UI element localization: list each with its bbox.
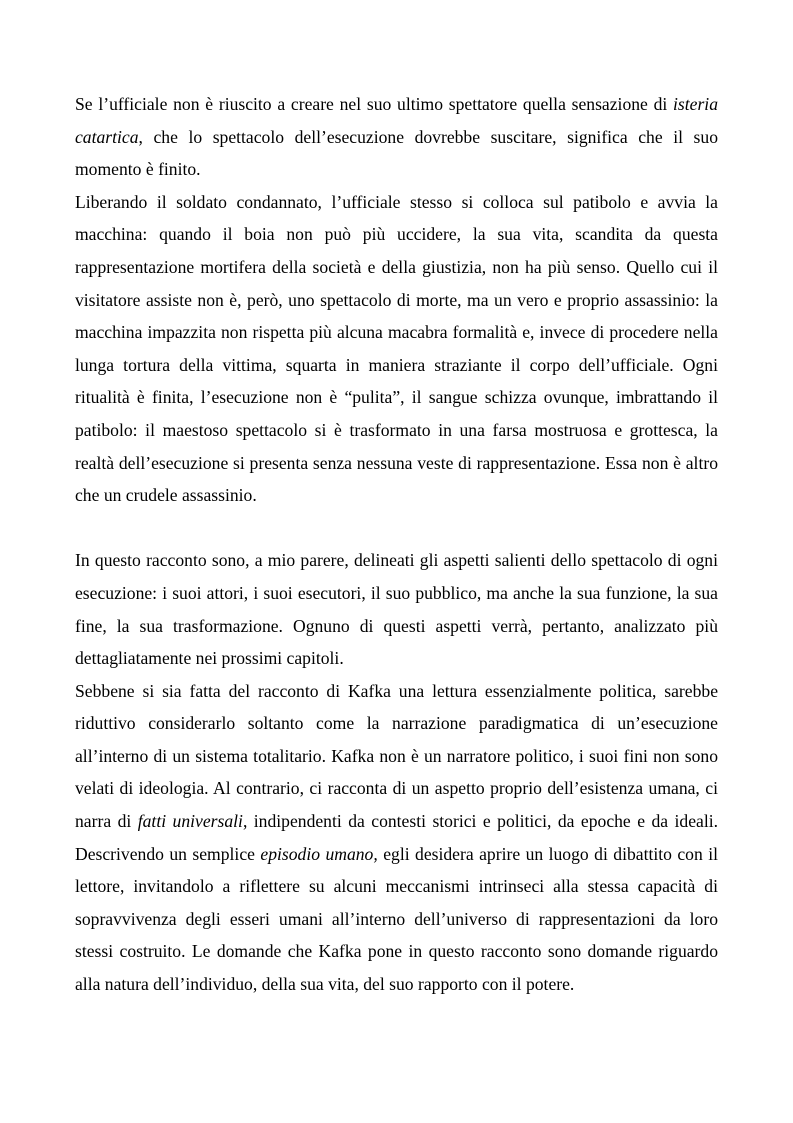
paragraph-4-text-3: egli desidera aprire un luogo di dibattito con il lettore, invitandolo a riflettere su alcuni meccanismi intrinseci alla stessa capacità di sopravvivenza degli esseri umani all’interno dell’universo di rappresentazioni da loro stessi costruito. Le domande che Kafka pone in questo racconto sono domande riguardo alla natura dell’individuo, della sua vita, del suo rapporto con il potere.	[75, 843, 718, 995]
paragraph-1-italic-phrase: isteria catartica	[75, 94, 718, 147]
paragraph-3	[75, 544, 718, 674]
paragraph-4-italic-phrase-1: fatti universali	[137, 811, 243, 832]
paragraph-2	[75, 186, 718, 512]
paragraph-3-text: In questo racconto sono, a mio parere, delineati gli aspetti salienti dello spettacolo di ogni esecuzione: i suoi attori, i suoi esecutori, il suo pubblico, ma anche la sua funzione, la sua fine, la sua trasformazione. Ognuno di questi aspetti verrà, pertanto, analizzato più dettagliatamente nei prossimi capitoli.	[75, 550, 718, 669]
paragraph-2-text: Liberando il soldato condannato, l’ufficiale stesso si colloca sul patibolo e avvia la macchina: quando il boia non può più uccidere, la sua vita, scandita da questa rappresentazione mortifera della società e della giustizia, non ha più senso. Quello cui il visitatore assiste non è, però, uno spettacolo di morte, ma un vero e proprio assassinio: la macchina impazzita non rispetta più alcuna macabra formalità e, invece di procedere nella lunga tortura della vittima, squarta in maniera straziante il corpo dell’ufficiale. Ogni ritualità è finita, l’esecuzione non è “pulita”, il sangue schizza ovunque, imbrattando il patibolo: il maestoso spettacolo si è trasformato in una farsa mostruosa e grottesca, la realtà dell’esecuzione si presenta senza nessuna veste di rappresentazione. Essa non è altro che un crudele assassinio.	[75, 191, 718, 506]
paragraph-4-text-1: Sebbene si sia fatta del racconto di Kafka una lettura essenzialmente politica, sarebbe riduttivo considerarlo soltanto come la narrazione paradigmatica di un’esecuzione all’interno di un sistema totalitario. Kafka non è un narratore politico, i suoi fini non sono velati di ideologia. Al contrario, ci racconta di un aspetto proprio dell’esistenza umana, ci narra di	[75, 680, 718, 832]
paragraph-4	[75, 675, 718, 1001]
paragraph-4-italic-phrase-2: episodio umano,	[260, 843, 378, 864]
paragraph-1-text-2: , che lo spettacolo dell’esecuzione dovrebbe suscitare, significa che il suo momento è finito.	[75, 126, 718, 180]
document-page	[75, 88, 718, 1001]
paragraph-1-text-1: Se l’ufficiale non è riuscito a creare nel suo ultimo spettatore quella sensazione di	[75, 94, 674, 114]
paragraph-1	[75, 88, 718, 186]
paragraph-4-text-2: , indipendenti da contesti storici e politici, da epoche e da ideali. Descrivendo un semplice	[75, 811, 719, 864]
